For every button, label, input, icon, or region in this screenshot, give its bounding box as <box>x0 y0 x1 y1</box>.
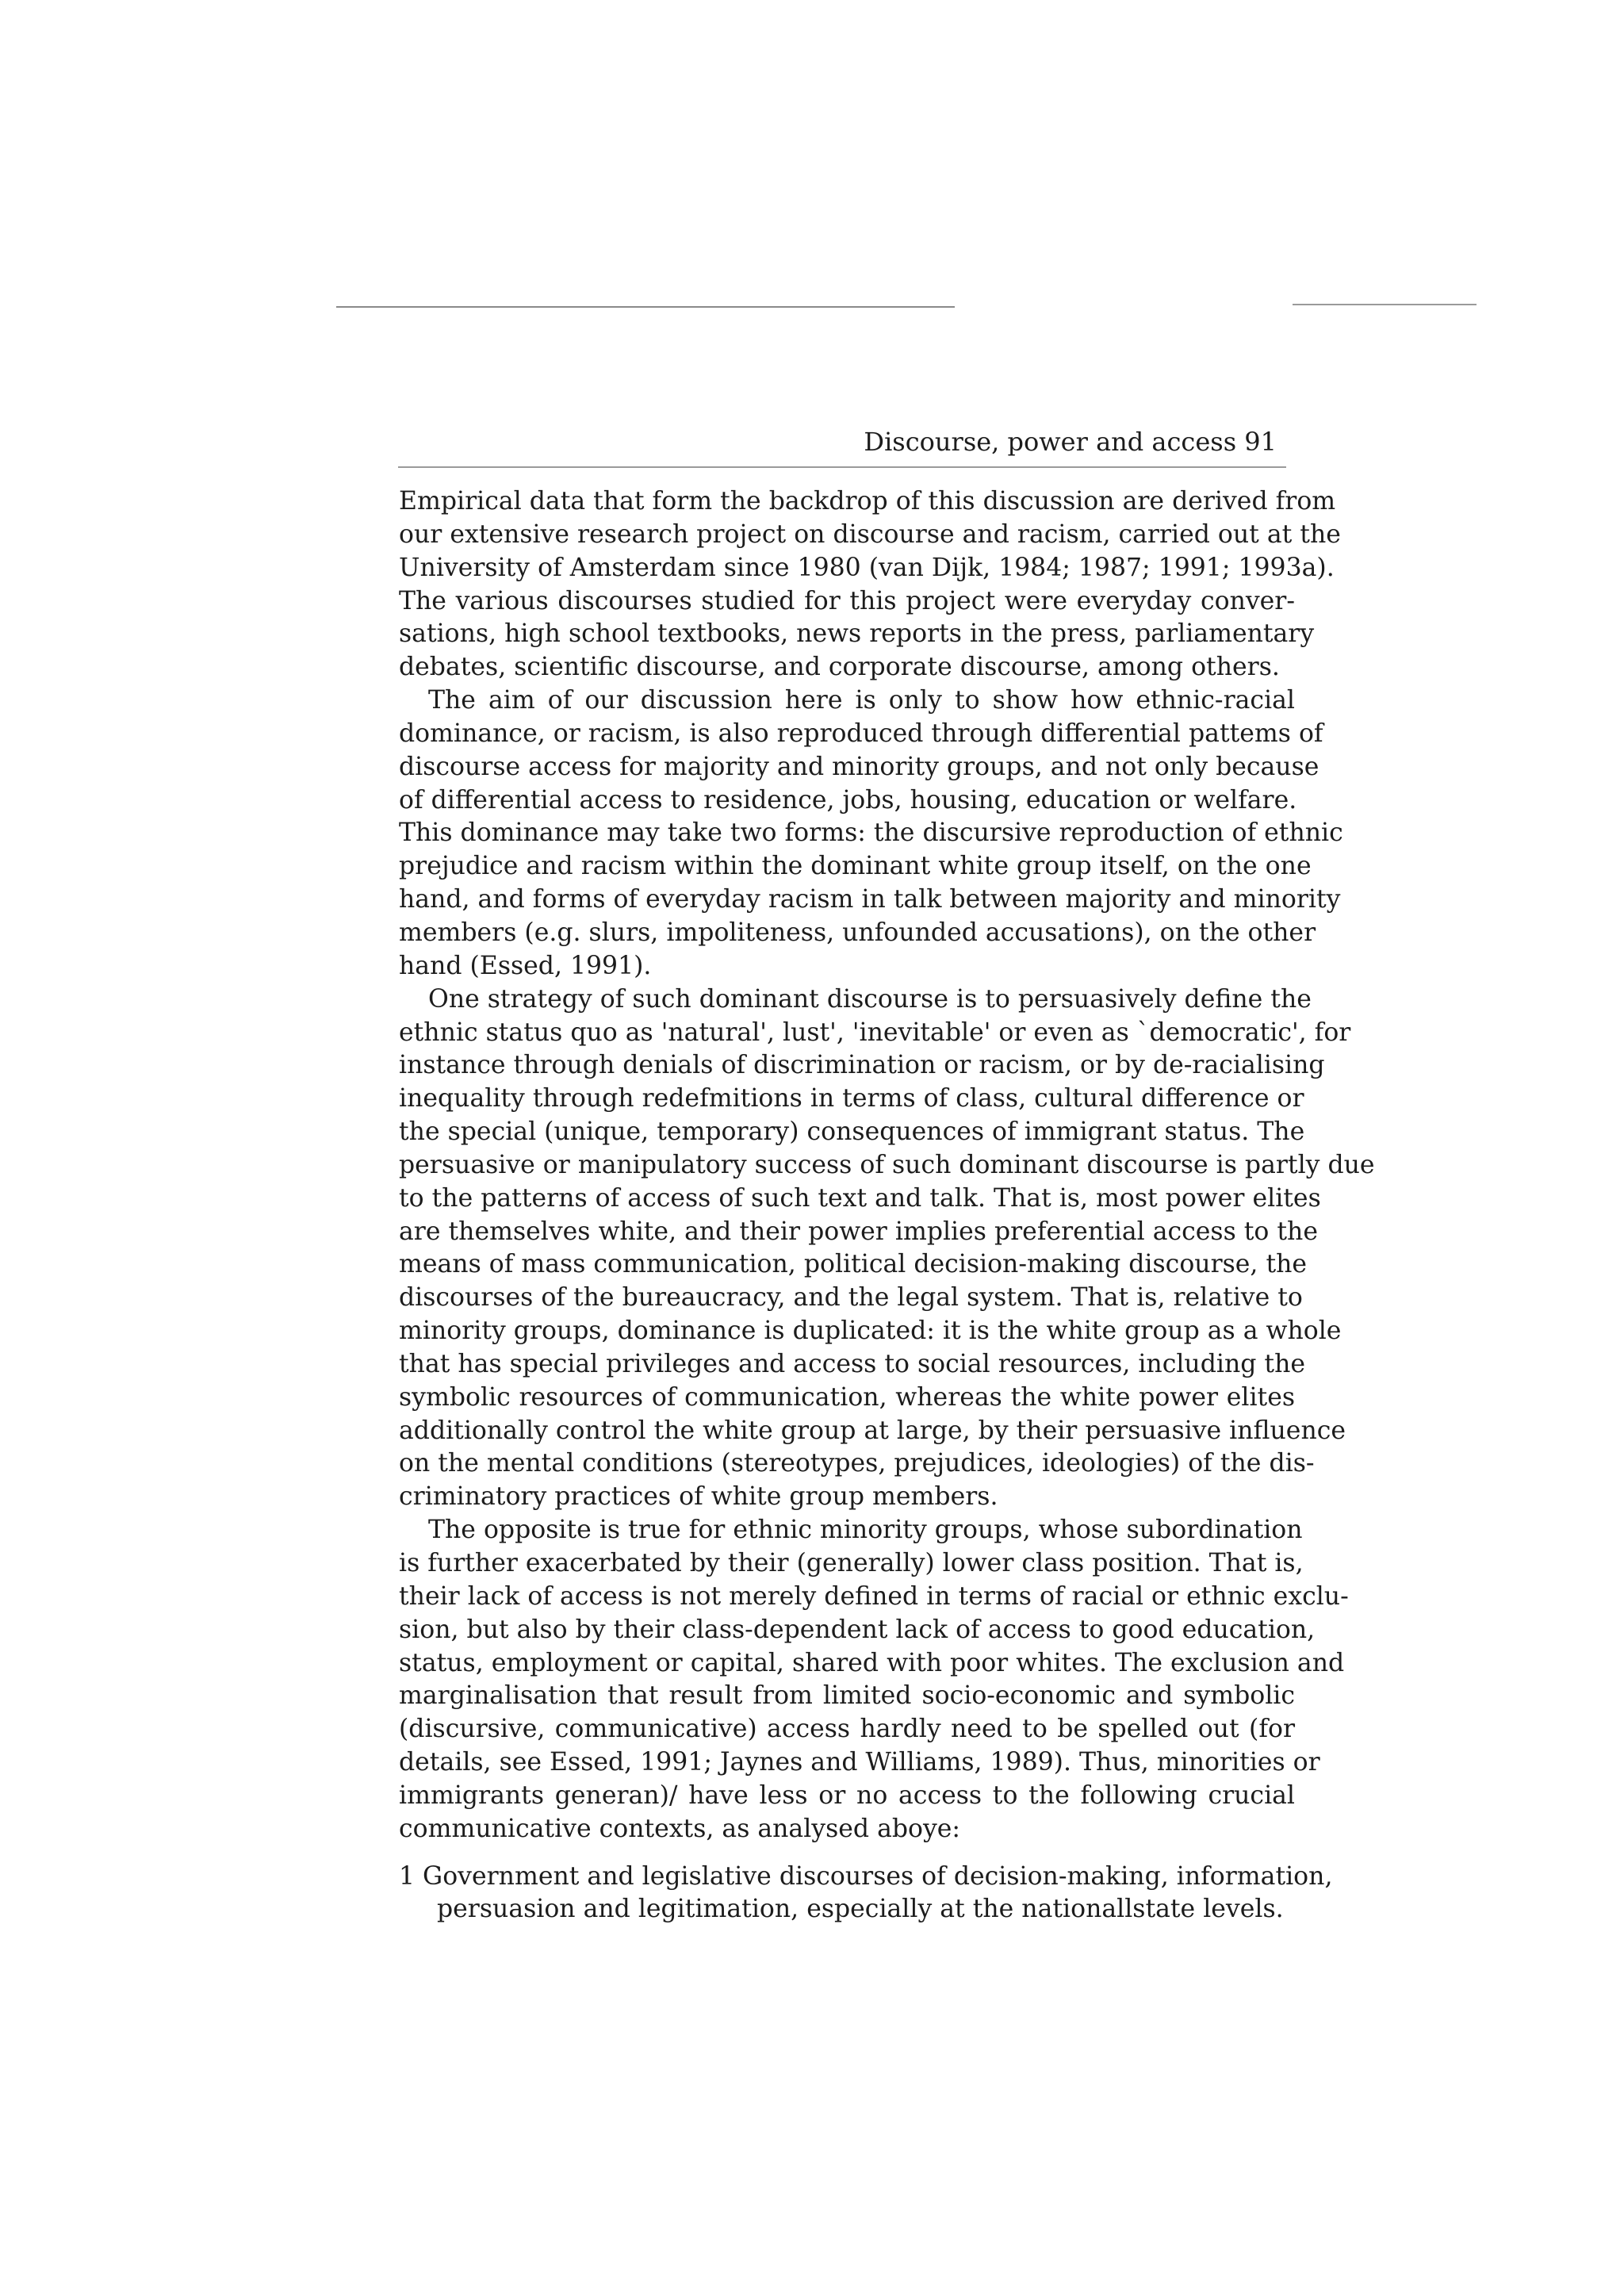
text-line: the special (unique, temporary) consequences of immigrant status. The <box>399 1117 1305 1147</box>
top-rule-left <box>336 306 955 308</box>
text-line: marginalisation that result from limited socio-economic and symbolic <box>399 1681 1295 1711</box>
text-line: minority groups, dominance is duplicated: it is the white group as a whole <box>399 1317 1342 1346</box>
text-line: One strategy of such dominant discourse is to persuasively define the <box>428 984 1312 1014</box>
text-line: University of Amsterdam since 1980 (van Dijk, 1984; 1987; 1991; 1993a). <box>399 553 1335 582</box>
text-line: details, see Essed, 1991; Jaynes and Williams, 1989). Thus, minorities or <box>399 1748 1320 1777</box>
text-line: discourses of the bureaucracy, and the legal system. That is, relative to <box>399 1283 1303 1313</box>
text-line: their lack of access is not merely defined in terms of racial or ethnic exclu- <box>399 1581 1349 1611</box>
text-line: are themselves white, and their power implies preferential access to the <box>399 1217 1318 1246</box>
text-line: persuasive or manipulatory success of such dominant discourse is partly due <box>399 1150 1375 1179</box>
text-line: This dominance may take two forms: the discursive reproduction of ethnic <box>399 818 1343 848</box>
text-line: members (e.g. slurs, impoliteness, unfounded accusations), on the other <box>399 918 1316 947</box>
running-head <box>398 420 1286 468</box>
text-line: immigrants generan)/ have less or no access to the following crucial <box>399 1780 1295 1810</box>
text-line: prejudice and racism within the dominant white group itself, on the one <box>399 852 1312 881</box>
text-line: The aim of our discussion here is only to show how ethnic-racial <box>428 686 1295 715</box>
text-line: on the mental conditions (stereotypes, prejudices, ideologies) of the dis- <box>399 1449 1315 1478</box>
text-line: discourse access for majority and minority groups, and not only because <box>399 752 1320 781</box>
text-line: The various discourses studied for this project were everyday conver- <box>399 586 1295 615</box>
text-line: communicative contexts, as analysed aboye: <box>399 1814 961 1843</box>
text-line: is further exacerbated by their (generally) lower class position. That is, <box>399 1549 1304 1577</box>
text-line: persuasion and legitimation, especially at the nationallstate levels. <box>437 1895 1284 1924</box>
text-line: inequality through redefmitions in terms of class, cultural difference or <box>399 1084 1304 1114</box>
text-line: ethnic status quo as 'natural', lust', 'inevitable' or even as `democratic', for <box>399 1018 1351 1047</box>
text-line: that has special privileges and access to social resources, including the <box>399 1349 1306 1378</box>
text-line: instance through denials of discrimination or racism, or by de-racialising <box>399 1051 1325 1080</box>
text-line: means of mass communication, political decision-making discourse, the <box>399 1250 1308 1279</box>
text-line: criminatory practices of white group members. <box>399 1482 998 1512</box>
text-line: 1 Government and legislative discourses of decision-making, information, <box>399 1861 1333 1891</box>
text-line: to the patterns of access of such text and talk. That is, most power elites <box>399 1183 1321 1213</box>
text-line: our extensive research project on discourse and racism, carried out at the <box>399 519 1341 549</box>
text-line: hand (Essed, 1991). <box>399 951 652 980</box>
running-head-text: Discourse, power and access 91 <box>864 427 1277 457</box>
text-line: hand, and forms of everyday racism in talk between majority and minority <box>399 885 1341 914</box>
top-rule-right <box>1293 304 1477 305</box>
text-line: The opposite is true for ethnic minority groups, whose subordination <box>428 1516 1303 1545</box>
text-line: symbolic resources of communication, whereas the white power elites <box>399 1382 1295 1412</box>
text-line: dominance, or racism, is also reproduced through differential pattems of <box>399 719 1323 748</box>
body-text <box>399 485 1375 1926</box>
text-line: Empirical data that form the backdrop of this discussion are derived from <box>399 487 1336 516</box>
text-line: debates, scientific discourse, and corporate discourse, among others. <box>399 653 1280 682</box>
text-line: of differential access to residence, jobs, housing, education or welfare. <box>399 785 1297 815</box>
text-line: status, employment or capital, shared with poor whites. The exclusion and <box>399 1648 1345 1677</box>
text-line: additionally control the white group at large, by their persuasive influence <box>399 1416 1346 1445</box>
text-line: sion, but also by their class-dependent lack of access to good education, <box>399 1615 1316 1644</box>
text-line: sations, high school textbooks, news reports in the press, parliamentary <box>399 619 1315 649</box>
text-line: (discursive, communicative) access hardly need to be spelled out (for <box>399 1715 1295 1744</box>
